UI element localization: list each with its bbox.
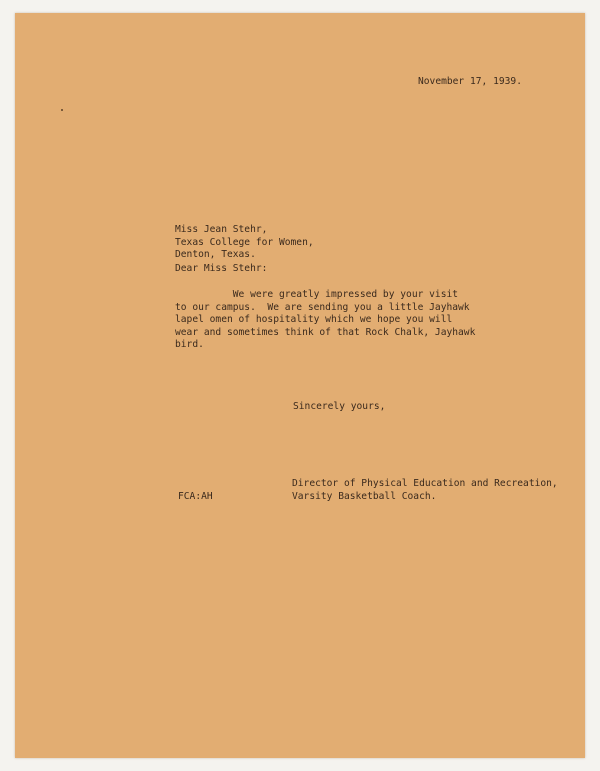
body-line: wear and sometimes think of that Rock Chalk, Jayhawk [175, 326, 476, 338]
salutation: Dear Miss Stehr: [175, 263, 268, 274]
paper-speck [61, 109, 63, 111]
recipient-address [175, 224, 314, 262]
body-line: lapel omen of hospitality which we hope you will [175, 314, 453, 326]
signature-title-line: Varsity Basketball Coach. [292, 490, 437, 502]
address-line: Miss Jean Stehr, [175, 224, 268, 235]
body-line: We were greatly impressed by your visit [175, 289, 459, 300]
letter-date: November 17, 1939. [418, 76, 522, 87]
body-line: bird. [175, 339, 204, 351]
body-line: to our campus. We are sending you a little Jayhawk [175, 301, 470, 313]
signature-title-line: Director of Physical Education and Recreation, [292, 478, 558, 489]
complimentary-close: Sincerely yours, [293, 401, 386, 412]
letter-page [15, 13, 585, 758]
signature-block [292, 478, 558, 503]
address-line: Texas College for Women, [175, 236, 314, 248]
address-line: Denton, Texas. [175, 249, 256, 261]
letter-body [175, 289, 475, 352]
reference-initials: FCA:AH [178, 491, 213, 502]
